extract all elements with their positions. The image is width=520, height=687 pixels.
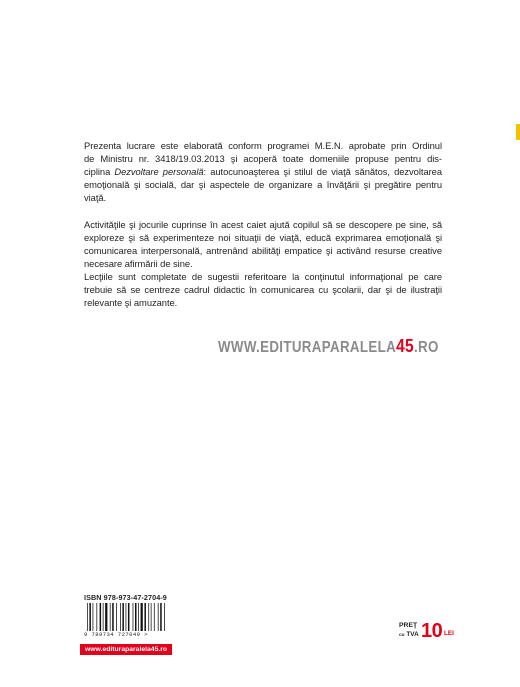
barcode-digits xyxy=(84,631,170,638)
text-line: necesare afirmării de sine. xyxy=(84,258,193,270)
barcode-bar xyxy=(116,603,117,633)
tva-prefix: cu xyxy=(399,633,405,638)
barcode-bar xyxy=(100,603,102,633)
activities-paragraph xyxy=(84,218,442,270)
subject-title: Dezvoltare personală xyxy=(114,166,204,178)
text-line: trebuie să se centreze cadrul didactic în comunicarea cu şcolarii, dar şi de ilustraţii xyxy=(84,284,442,296)
text-line: Lecţiile sunt completate de sugestii referitoare la conţinutul informaţional pe care xyxy=(84,271,442,282)
barcode-bar xyxy=(126,603,127,633)
text-line: emoţională şi socială, dar şi aspectele de organizare a învăţării şi pregătire pentru xyxy=(84,179,442,191)
barcode-bar xyxy=(135,603,137,633)
publisher-site-strip: www.edituraparalela45.ro xyxy=(80,644,172,655)
text-line: viaţă. xyxy=(84,192,107,204)
barcode-bar xyxy=(103,603,104,633)
barcode-bar xyxy=(164,603,165,633)
barcode-bar xyxy=(87,603,88,633)
price-amount: 10 xyxy=(421,620,443,642)
website-main: WWW.EDITURAPARALELA xyxy=(218,339,397,356)
barcode-bar xyxy=(89,603,91,633)
lessons-paragraph xyxy=(84,270,442,309)
barcode-bar xyxy=(148,603,149,633)
text-line: relevante şi amuzante. xyxy=(84,297,178,309)
tva-label: TVA xyxy=(406,631,419,638)
website-accent: 45 xyxy=(396,336,414,356)
website-tld: .RO xyxy=(413,339,439,356)
isbn-label: ISBN 978-973-47-2704-9 xyxy=(84,593,167,602)
intro-paragraph xyxy=(84,139,442,204)
barcode-bar xyxy=(138,603,139,633)
price-currency: LEI xyxy=(444,630,454,637)
barcode-bar xyxy=(93,603,94,633)
text-run: : autocunoaşterea şi stilul de viaţă sănătos, dezvoltarea xyxy=(203,166,443,178)
barcode-bar xyxy=(154,603,155,633)
barcode-bars xyxy=(84,603,170,633)
text-line: exploreze şi să experimenteze noi situaţii de viaţă, educă exprimarea emoţională şi xyxy=(84,232,442,244)
barcode-bar xyxy=(120,603,121,633)
barcode-number: 9 789734 727049 xyxy=(84,631,141,638)
text-line: Activităţile şi jocurile cuprinse în acest caiet ajută copilul să se descopere pe sine, să xyxy=(84,219,442,230)
price-label: PREŢ xyxy=(399,622,418,629)
text-line: comunicarea interpersonală, antrenând abilităţi empatice şi activând resurse creative xyxy=(84,245,442,257)
barcode-bar xyxy=(110,603,111,633)
price-tva xyxy=(399,631,419,638)
text-line xyxy=(84,165,442,178)
barcode-bar xyxy=(105,603,107,633)
barcode-bar xyxy=(112,603,114,633)
text-line: Prezenta lucrare este elaborată conform programei M.E.N. aprobate prin Ordinul xyxy=(84,140,442,151)
barcode-bar xyxy=(96,603,97,633)
barcode-bar xyxy=(151,603,152,633)
barcode-bar xyxy=(144,603,146,633)
barcode-bar xyxy=(122,603,124,633)
publisher-website xyxy=(218,336,439,357)
edge-color-mark xyxy=(516,124,520,140)
barcode-bar xyxy=(158,603,159,633)
barcode-arrow: > xyxy=(144,631,148,638)
barcode-bar xyxy=(128,603,130,633)
barcode-bar xyxy=(141,603,143,633)
barcode-bar xyxy=(160,603,162,633)
barcode-bar xyxy=(133,603,134,633)
price-badge xyxy=(399,620,459,644)
text-run: ciplina xyxy=(84,166,115,178)
text-line: de Ministru nr. 3418/19.03.2013 şi acoperă toate domeniile propuse pentru dis- xyxy=(84,153,442,165)
